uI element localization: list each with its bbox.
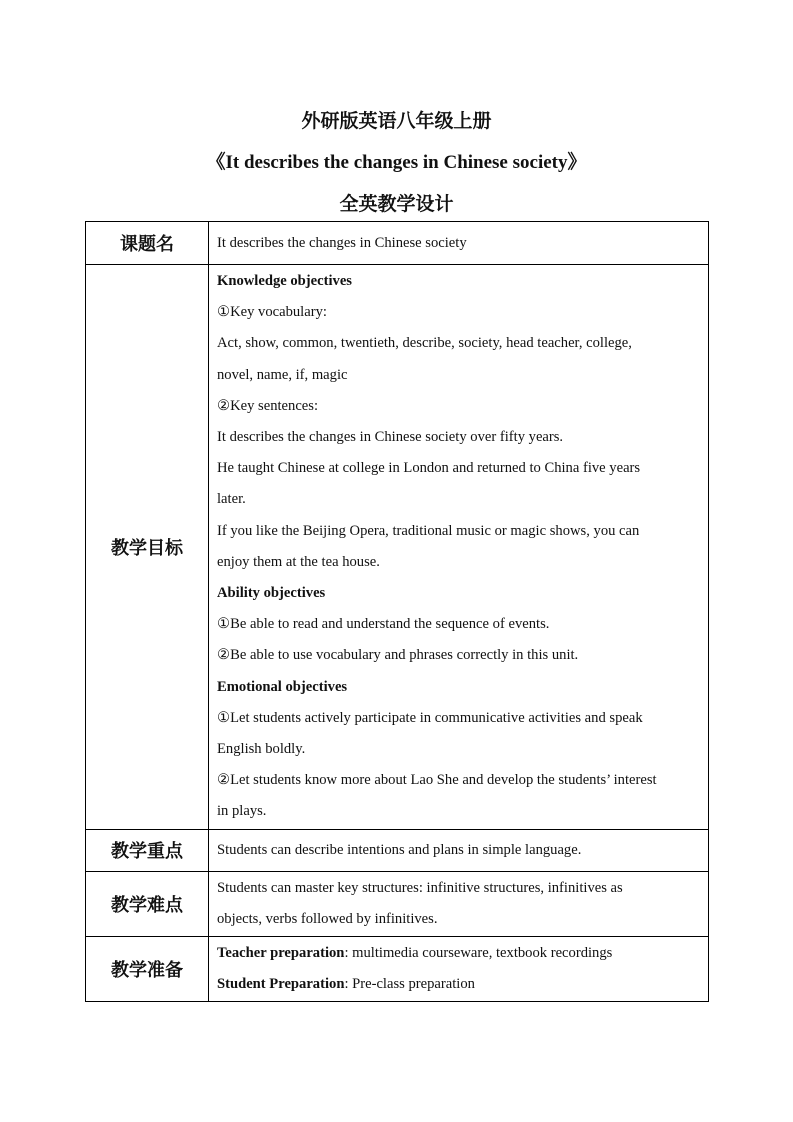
objectives-line: novel, name, if, magic [217,366,348,383]
table-row-objectives [86,265,709,830]
objectives-line: ②Be able to use vocabulary and phrases correctly in this unit. [217,647,579,664]
difficulties-line: objects, verbs followed by infinitives. [217,910,438,927]
objectives-line: ②Key sentences: [217,397,319,414]
document-title: 外研版英语八年级上册 [301,110,492,132]
row-label-objectives: 教学目标 [86,265,209,830]
table-row-difficulties [86,871,709,936]
preparation-content [209,937,709,1002]
table-row-key-points [86,829,709,871]
objectives-heading-ability: Ability objectives [217,585,326,602]
objectives-heading-emotional: Emotional objectives [217,678,348,695]
teacher-preparation-label: Teacher preparation [217,945,345,962]
objectives-line: Act, show, common, twentieth, describe, society, head teacher, college, [217,335,632,352]
objectives-heading-knowledge: Knowledge objectives [217,273,352,289]
objectives-content [209,265,709,830]
objectives-line: later. [217,491,246,508]
student-preparation-line [217,969,700,1000]
objectives-line: ①Be able to read and understand the sequence of events. [217,616,550,633]
row-value-key-points: Students can describe intentions and plans in simple language. [209,829,709,871]
row-value-title: It describes the changes in Chinese society [209,222,709,265]
objectives-line: ②Let students know more about Lao She and develop the students’ interest [217,772,657,789]
objectives-line: ①Key vocabulary: [217,304,327,321]
objectives-line: ①Let students actively participate in communicative activities and speak [217,709,643,726]
row-label-title: 课题名 [86,222,209,265]
objectives-line: English boldly. [217,741,306,758]
difficulties-content [209,871,709,936]
document-subtitle: 全英教学设计 [339,193,454,215]
objectives-line: If you like the Beijing Opera, traditional music or magic shows, you can [217,522,640,539]
row-label-difficulties: 教学难点 [86,871,209,936]
lesson-title: 《It describes the changes in Chinese society》 [206,152,587,173]
row-label-key-points: 教学重点 [86,829,209,871]
row-label-preparation: 教学准备 [86,937,209,1002]
objectives-line: in plays. [217,803,267,820]
student-preparation-label: Student Preparation [217,976,345,993]
difficulties-line: Students can master key structures: infinitive structures, infinitives as [217,879,623,896]
student-preparation-value: : Pre-class preparation [344,976,475,993]
lesson-plan-table [85,221,709,1002]
teacher-preparation-line [217,938,700,969]
objectives-line: It describes the changes in Chinese society over fifty years. [217,429,564,446]
objectives-line: He taught Chinese at college in London and returned to China five years [217,460,641,477]
objectives-line: enjoy them at the tea house. [217,553,380,570]
table-row-title [86,222,709,265]
teacher-preparation-value: : multimedia courseware, textbook recordings [344,945,613,962]
table-row-preparation [86,937,709,1002]
